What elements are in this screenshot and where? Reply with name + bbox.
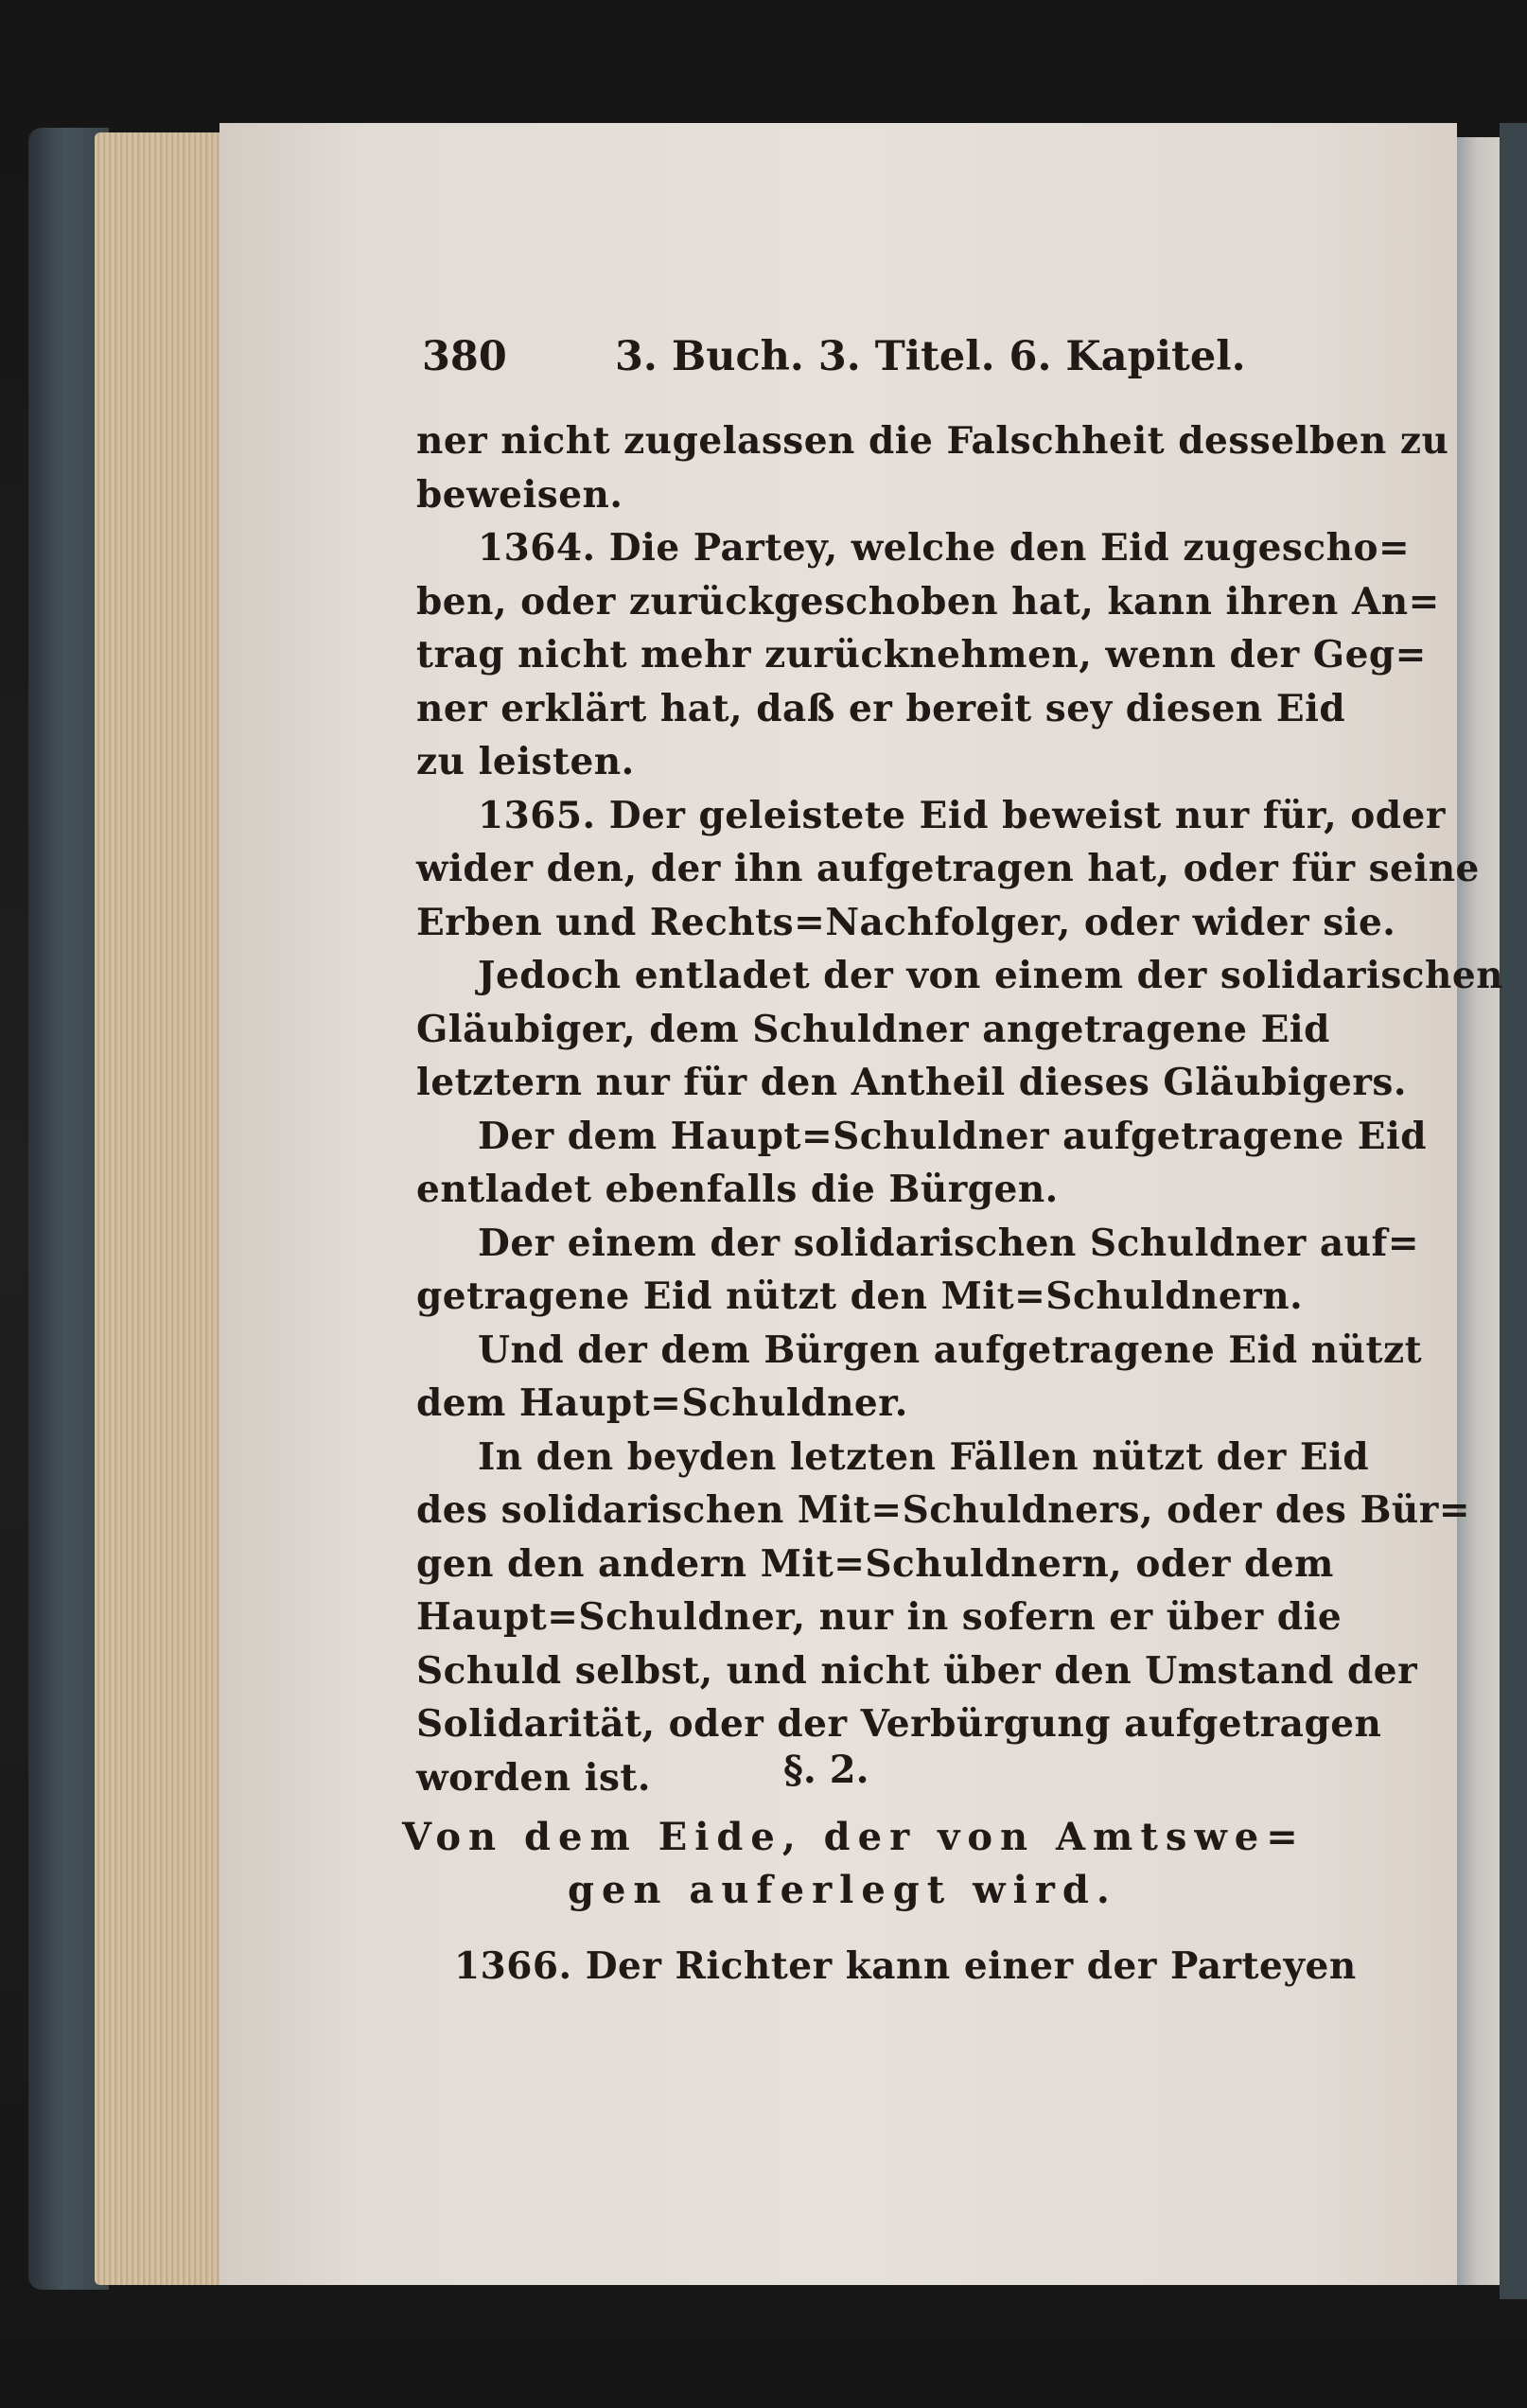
body-line: wider den, der ihn aufgetragen hat, oder für seine [416, 847, 1480, 890]
section-mark: §. 2. [783, 1748, 869, 1792]
body-line: ner nicht zugelassen die Falschheit desselben zu [416, 419, 1449, 463]
body-line: Haupt=Schuldner, nur in sofern er über die [416, 1595, 1343, 1639]
body-line: letztern nur für den Antheil dieses Gläubigers. [416, 1061, 1407, 1104]
last-line: 1366. Der Richter kann einer der Parteyen [454, 1944, 1357, 1988]
body-line: Der einem der solidarischen Schuldner auf= [478, 1221, 1419, 1265]
body-line: des solidarischen Mit=Schuldners, oder des Bür= [416, 1488, 1471, 1532]
body-line: beweisen. [416, 472, 623, 517]
body-line: Gläubiger, dem Schuldner angetragene Eid [416, 1007, 1330, 1051]
body-line: Der dem Haupt=Schuldner aufgetragene Eid [478, 1114, 1428, 1158]
body-line: Solidarität, oder der Verbürgung aufgetragen [416, 1702, 1382, 1746]
body-line: zu leisten. [416, 740, 635, 783]
body-line: getragene Eid nützt den Mit=Schuldnern. [416, 1274, 1304, 1318]
running-head: 3. Buch. 3. Titel. 6. Kapitel. [615, 333, 1246, 380]
body-line: gen den andern Mit=Schuldnern, oder dem [416, 1541, 1334, 1586]
body-line: trag nicht mehr zurücknehmen, wenn der Geg= [416, 633, 1427, 677]
page-number: 380 [422, 333, 507, 380]
body-line: Jedoch entladet der von einem der solidarischen [478, 954, 1504, 997]
body-line: Erben und Rechts=Nachfolger, oder wider sie. [416, 900, 1396, 944]
body-line: ben, oder zurückgeschoben hat, kann ihren An= [416, 579, 1440, 624]
body-line: entladet ebenfalls die Bürgen. [416, 1168, 1059, 1211]
body-line: Und der dem Bürgen aufgetragene Eid nützt [478, 1327, 1423, 1372]
body-line: ner erklärt hat, daß er bereit sey diesen Eid [416, 686, 1346, 730]
section-heading-line-1: Von dem Eide, der von Amtswe= [402, 1815, 1306, 1859]
body-line: dem Haupt=Schuldner. [416, 1381, 908, 1425]
body-line: 1364. Die Partey, welche den Eid zugescho= [478, 526, 1411, 570]
body-line: worden ist. [416, 1755, 652, 1800]
section-heading-line-2: gen auferlegt wird. [568, 1868, 1117, 1912]
body-line: Schuld selbst, und nicht über den Umstand der [416, 1648, 1418, 1693]
body-line: 1365. Der geleistete Eid beweist nur für, oder [478, 793, 1446, 837]
body-line: In den beyden letzten Fällen nützt der Eid [478, 1434, 1370, 1479]
